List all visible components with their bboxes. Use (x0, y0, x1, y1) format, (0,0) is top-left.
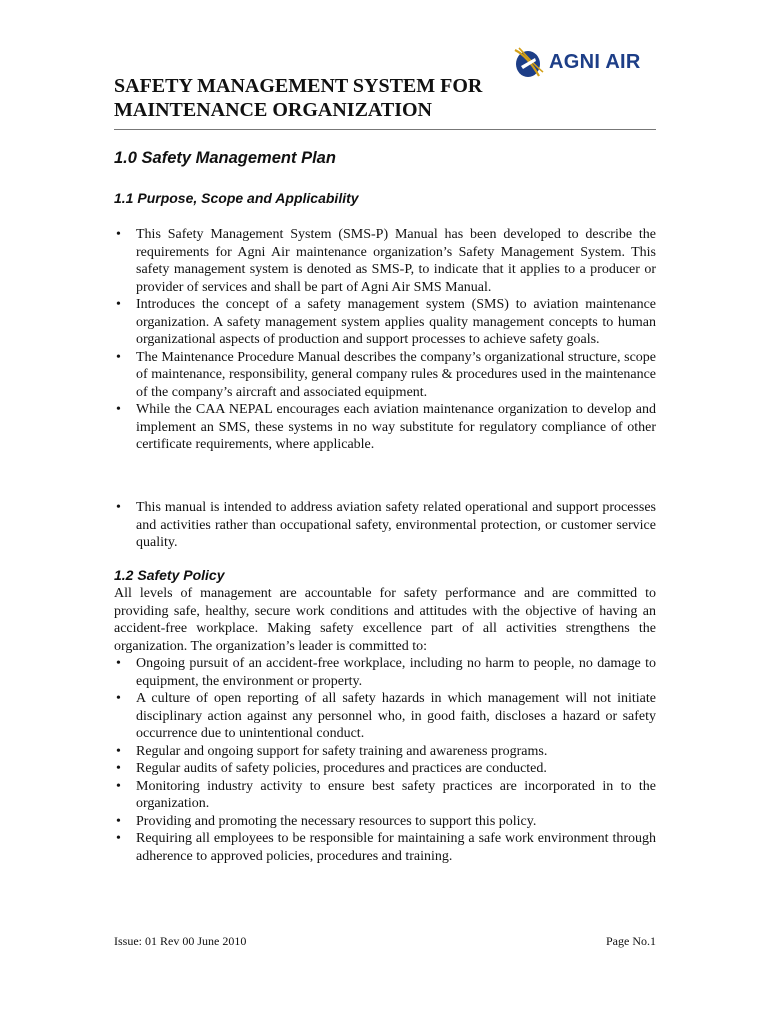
section-heading: 1.0 Safety Management Plan (114, 149, 336, 167)
footer-page-number: Page No.1 (606, 934, 656, 948)
purpose-extra-bullet (114, 499, 656, 552)
title-line-2: MAINTENANCE ORGANIZATION (114, 99, 432, 121)
document-title (114, 74, 534, 122)
header-rule (114, 129, 656, 130)
list-item: • The Maintenance Procedure Manual describes the company’s organizational structure, scope of maintenance, responsibility, general company rules & procedures used in the maintenance of the company’s aircraft and associated equipment. (114, 349, 656, 402)
list-item: • Providing and promoting the necessary resources to support this policy. (114, 813, 656, 831)
list-item: • Introduces the concept of a safety management system (SMS) to aviation maintenance organization. A safety management system applies quality management concepts to human organizational aspects of production and support processes to achieve safety goals. (114, 296, 656, 349)
list-item: • Regular and ongoing support for safety training and awareness programs. (114, 743, 656, 761)
list-item: • While the CAA NEPAL encourages each aviation maintenance organization to develop and implement an SMS, these systems in no way substitute for regulatory compliance of other certificate requirements, where applicable. (114, 401, 656, 454)
purpose-heading: 1.1 Purpose, Scope and Applicability (114, 190, 359, 206)
footer-issue: Issue: 01 Rev 00 June 2010 (114, 934, 247, 948)
list-item: • A culture of open reporting of all safety hazards in which management will not initiate disciplinary action against any personnel who, in good faith, discloses a hazard or safety occurrence due to unintentional conduct. (114, 690, 656, 743)
list-item: • This Safety Management System (SMS-P) Manual has been developed to describe the requirements for Agni Air maintenance organization’s Safety Management System. This safety management system is denoted as SMS-P, to indicate that it applies to a producer or provider of services and shall be part of Agni Air SMS Manual. (114, 226, 656, 296)
safety-policy-heading: 1.2 Safety Policy (114, 567, 225, 583)
title-line-1: SAFETY MANAGEMENT SYSTEM FOR (114, 75, 483, 97)
purpose-bullet-list (114, 226, 656, 454)
policy-bullet-list (114, 655, 656, 865)
safety-policy-intro: All levels of management are accountable for safety performance and are committed to providing safe, healthy, secure work conditions and attitudes with the objective of having an accident-free workplace. Making safety excellence part of all activities strengthens the organization. The organization’s leader is committed to: (114, 586, 656, 654)
list-item: • Ongoing pursuit of an accident-free workplace, including no harm to people, no damage to equipment, the environment or property. (114, 655, 656, 690)
list-item: • Regular audits of safety policies, procedures and practices are conducted. (114, 760, 656, 778)
list-item: • Requiring all employees to be responsible for maintaining a safe work environment through adherence to approved policies, procedures and training. (114, 830, 656, 865)
list-item: • This manual is intended to address aviation safety related operational and support processes and activities rather than occupational safety, environmental protection, or customer service quality. (114, 499, 656, 552)
logo-text: AGNI AIR (549, 50, 641, 73)
list-item: • Monitoring industry activity to ensure best safety practices are incorporated in to the organization. (114, 778, 656, 813)
